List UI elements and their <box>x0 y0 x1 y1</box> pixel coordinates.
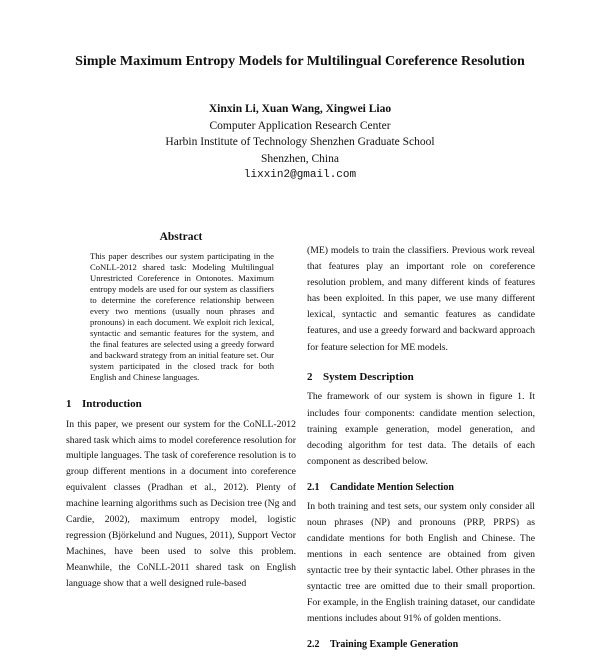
location-line: Shenzhen, China <box>261 152 339 165</box>
author-email: lixxin2@gmail.com <box>243 169 357 181</box>
section-number: 1 <box>66 397 72 410</box>
subsection-heading <box>307 482 535 494</box>
section-paragraph: In both training and test sets, our system only consider all noun phrases (NP) and pronouns (PRP, PRPS) as candidate mentions for both English and Chinese. The mentions in each sentence are obtained from given syntactic tree by their syntactic label. Other phrases in the syntactic tree are omitted due to their small proportion. For example, in the English training dataset, our candidate mentions includes about 91% of golden mentions. <box>307 500 535 625</box>
abstract-heading: Abstract <box>159 231 203 243</box>
subsection-heading <box>307 639 535 651</box>
left-column <box>66 232 296 592</box>
section-paragraph: In this paper, we present our system for the CoNLL-2012 shared task which aims to model coreference resolution for multiple languages. The task of coreference resolution is to group different mentions in a document into coreference equivalent classes (Pradhan et al., 2012). Plenty of machine learning algorithms such as Decision tree (Ng and Cardie, 2002), maximum entropy model, logistic regression (Björkelund and Nugues, 2011), Support Vector Machines, have been used to solve this problem. Meanwhile, the CoNLL-2011 shared task on English language show that a well designed rule-based <box>66 418 296 589</box>
right-column <box>307 243 535 656</box>
subsection-title: Training Example Generation <box>330 639 459 651</box>
section-title: System Description <box>323 370 414 383</box>
affiliation-line: Computer Application Research Center <box>209 119 391 132</box>
affiliation-line: Harbin Institute of Technology Shenzhen Graduate School <box>165 136 435 148</box>
paper-title: Simple Maximum Entropy Models for Multilingual Coreference Resolution <box>75 54 525 69</box>
author-block <box>40 101 560 184</box>
subsection-number: 2.1 <box>307 481 320 493</box>
section-paragraph: (ME) models to train the classifiers. Previous work reveal that features play an important role on coreference resolution problem, and many different kinds of features has been exploited. In this paper, we use many different lexical, syntactic and semantic features as candidate features, and use a greedy forward and backward approach for feature selection for ME models. <box>307 245 535 353</box>
section-number: 2 <box>307 370 313 383</box>
section-heading <box>66 399 296 411</box>
subsection-title: Candidate Mention Selection <box>330 481 454 493</box>
section-paragraph: The framework of our system is shown in figure 1. It includes four components: candidate mention selection, training example generation, model generation, and decoding algorithm for test data. The details of each component as described below. <box>307 391 535 467</box>
abstract-text: This paper describes our system participating in the CoNLL-2012 shared task: Modeling Multilingual Unrestricted Coreference in Ontonotes. Maximum entropy models are used for our system as classifiers to determine the coreference relationship between every two mentions (usually noun phrases and pronouns) in each document. We exploit rich lexical, syntactic and semantic features for the system, and the final features are selected using a greedy forward and backward strategy from an initial feature set. Our system participated in the closed track for both English and Chinese languages. <box>90 250 274 382</box>
author-names: Xinxin Li, Xuan Wang, Xingwei Liao <box>208 103 392 115</box>
subsection-number: 2.2 <box>307 639 320 651</box>
section-title: Introduction <box>82 397 142 410</box>
section-heading <box>307 372 535 384</box>
